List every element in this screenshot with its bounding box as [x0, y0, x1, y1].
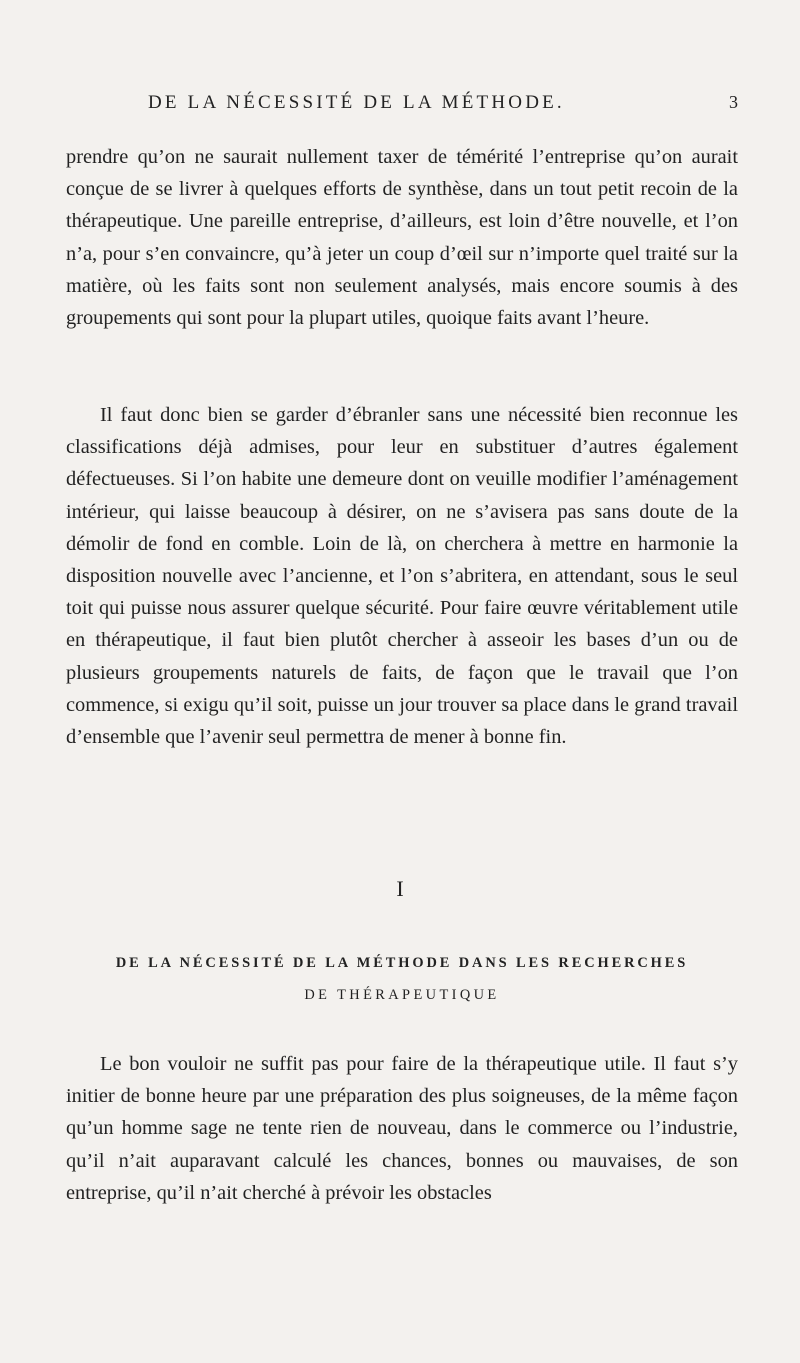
section-heading-line-2: DE THÉRAPEUTIQUE [304, 987, 500, 1003]
paragraph-2: Il faut donc bien se garder d’ébranler sans une nécessité bien reconnue les classifications déjà admises, pour leur en substituer d’autres également défectueuses. Si l’on habite une demeure dont on veuille modifier l’aménagement intérieur, qui laisse beaucoup à désirer, on ne s’avisera pas sans doute de la démolir de fond en comble. Loin de là, on cherchera à mettre en harmonie la disposition nouvelle avec l’ancienne, et l’on s’abritera, en attendant, sous le seul toit qui puisse nous assurer quelque sécurité. Pour faire œuvre véritablement utile en thérapeutique, il faut bien plutôt chercher à asseoir les bases d’un ou de plusieurs groupements naturels de faits, de façon que le travail que l’on commence, si exigu qu’il soit, puisse un jour trouver sa place dans le grand travail d’ensemble que l’avenir seul permettra de mener à bonne fin. [66, 404, 738, 749]
running-header [66, 92, 738, 122]
running-title: DE LA NÉCESSITÉ DE LA MÉTHODE. [148, 92, 565, 113]
section-heading [66, 947, 738, 1011]
section-number: I [396, 876, 404, 901]
paragraph-3: Le bon vouloir ne suffit pas pour faire de la thérapeutique utile. Il faut s’y initier de bonne heure par une préparation des plus soigneuses, de la même façon qu’un homme sage ne tente rien de nouveau, dans le commerce ou l’industrie, qu’il n’ait auparavant calculé les chances, bonnes ou mauvaises, de son entreprise, qu’il n’ait cherché à prévoir les obstacles [66, 1053, 738, 1204]
section-heading-line-1: DE LA NÉCESSITÉ DE LA MÉTHODE DANS LES RECHERCHES [115, 955, 689, 971]
page-number: 3 [729, 92, 738, 112]
paragraph-1: prendre qu’on ne saurait nullement taxer de témérité l’entreprise qu’on aurait conçue de se livrer à quelques efforts de synthèse, dans un tout petit recoin de la thérapeutique. Une pareille entreprise, d’ailleurs, est loin d’être nouvelle, et l’on n’a, pour s’en convaincre, qu’à jeter un coup d’œil sur n’importe quel traité sur la matière, où les faits sont non seulement analysés, mais encore soumis à des groupements qui sont pour la plupart utiles, quoique faits avant l’heure. [66, 146, 738, 330]
